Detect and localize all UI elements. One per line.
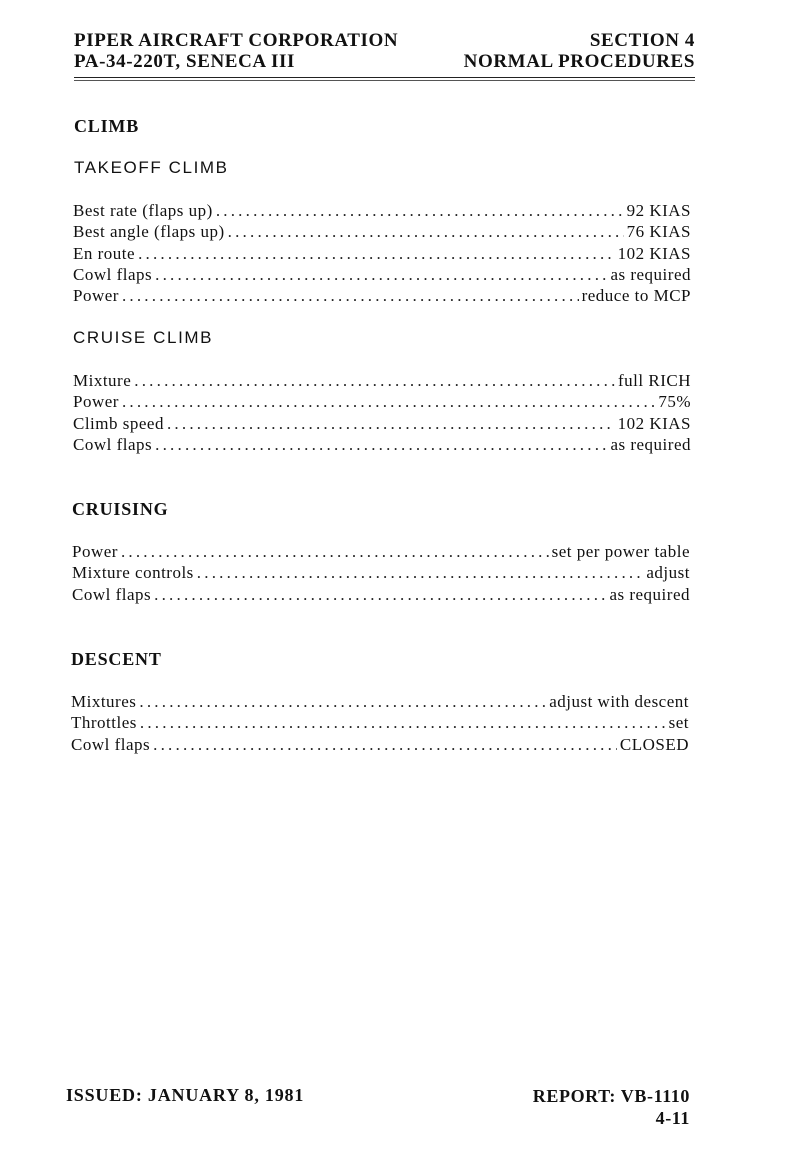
section-title-descent: DESCENT	[71, 649, 162, 669]
page-header	[74, 30, 695, 82]
item-label: En route	[73, 243, 136, 263]
item-value: 102 KIAS	[617, 243, 691, 263]
item-label: Cowl flaps	[71, 734, 151, 754]
page-footer-right	[533, 1085, 690, 1129]
leader-dots	[154, 585, 606, 605]
item-label: Mixtures	[71, 692, 137, 711]
item-value: set per power table	[551, 542, 690, 561]
cruising-list	[72, 542, 690, 606]
item-label: Mixture controls	[72, 563, 194, 583]
leader-dots	[155, 265, 607, 285]
checklist-item	[72, 585, 690, 606]
checklist-item	[71, 713, 689, 734]
leader-dots	[140, 713, 666, 733]
item-value: as required	[610, 264, 691, 284]
header-divider-thin	[74, 80, 695, 81]
item-value: as required	[610, 434, 691, 454]
checklist-item	[72, 563, 690, 584]
header-model: PA-34-220T, SENECA III	[74, 51, 295, 72]
item-label: Power	[73, 286, 119, 306]
item-value: full RICH	[618, 371, 691, 390]
item-label: Cowl flaps	[73, 434, 153, 454]
takeoff-climb-list	[73, 201, 691, 307]
checklist-item	[73, 371, 691, 392]
item-label: Cowl flaps	[72, 584, 152, 604]
leader-dots	[155, 435, 607, 455]
item-label: Best rate (flaps up)	[73, 201, 213, 220]
leader-dots	[134, 371, 615, 391]
item-value: as required	[609, 584, 690, 604]
item-label: Cowl flaps	[73, 264, 153, 284]
item-value: 102 KIAS	[617, 413, 691, 433]
leader-dots	[121, 542, 549, 562]
report-number: REPORT: VB-1110	[532, 1086, 690, 1106]
subsection-title-cruise-climb: CRUISE CLIMB	[73, 328, 214, 347]
header-section: SECTION 4	[589, 30, 695, 51]
checklist-item	[73, 286, 691, 307]
checklist-item	[73, 201, 691, 222]
item-value: 92 KIAS	[626, 201, 691, 220]
descent-list	[71, 692, 689, 756]
checklist-item	[73, 414, 691, 435]
checklist-item	[72, 542, 690, 563]
header-divider	[74, 77, 695, 78]
item-value: adjust	[646, 563, 690, 583]
header-company: PIPER AIRCRAFT CORPORATION	[74, 30, 399, 51]
item-label: Climb speed	[73, 413, 164, 433]
item-value: 75%	[658, 392, 691, 412]
item-value: adjust with descent	[549, 692, 689, 711]
item-label: Throttles	[71, 713, 137, 733]
leader-dots	[228, 222, 624, 242]
item-value: 76 KIAS	[626, 222, 691, 242]
item-label: Mixture	[73, 371, 132, 390]
leader-dots	[167, 414, 615, 434]
cruise-climb-list	[73, 371, 691, 456]
leader-dots	[139, 692, 546, 712]
header-chapter: NORMAL PROCEDURES	[463, 51, 695, 72]
leader-dots	[216, 201, 624, 221]
checklist-item	[71, 735, 689, 756]
checklist-item	[73, 244, 691, 265]
item-label: Best angle (flaps up)	[73, 222, 225, 242]
section-title-climb: CLIMB	[74, 116, 140, 136]
checklist-item	[73, 222, 691, 243]
item-label: Power	[73, 392, 119, 412]
header-row-1	[74, 30, 695, 51]
item-value: CLOSED	[619, 734, 689, 754]
leader-dots	[197, 563, 644, 583]
leader-dots	[122, 286, 579, 306]
page-number: 4-11	[655, 1108, 690, 1128]
checklist-item	[71, 692, 689, 713]
checklist-item	[73, 435, 691, 456]
subsection-title-takeoff-climb: TAKEOFF CLIMB	[74, 158, 229, 177]
leader-dots	[153, 735, 617, 755]
checklist-item	[73, 265, 691, 286]
issued-date: ISSUED: JANUARY 8, 1981	[66, 1085, 305, 1105]
section-title-cruising: CRUISING	[72, 499, 169, 519]
checklist-item	[73, 392, 691, 413]
item-value: reduce to MCP	[581, 286, 691, 306]
header-row-2	[74, 51, 695, 72]
item-value: set	[668, 713, 689, 733]
leader-dots	[138, 244, 615, 264]
leader-dots	[122, 392, 655, 412]
item-label: Power	[72, 542, 118, 561]
